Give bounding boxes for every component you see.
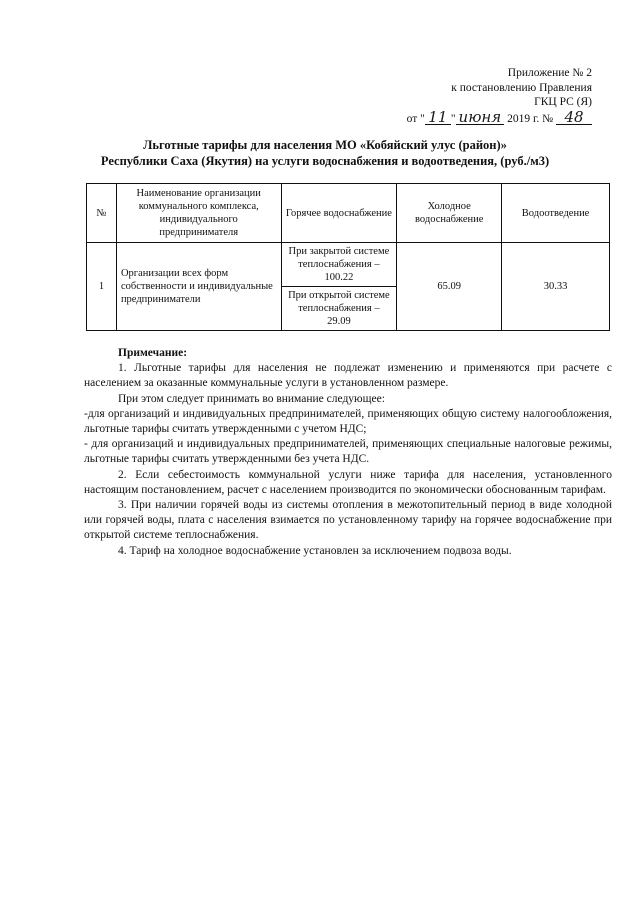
order-number-handwritten: 48	[556, 110, 592, 125]
header-organization: Наименование организации коммунального комплекса, индивидуального предпринимателя	[116, 184, 281, 243]
appendix-authority: ГКЦ РС (Я)	[534, 96, 592, 108]
appendix-header	[407, 66, 592, 126]
header-num: №	[87, 184, 117, 243]
cell-hot-closed: При закрытой системе теплоснабжения – 100.22	[281, 243, 397, 287]
note-paragraph: - для организаций и индивидуальных предпринимателей, применяющих специальные налоговые режимы, льготные тарифы считать утвержденными без учета НДС.	[84, 438, 612, 466]
title-line-1: Льготные тарифы для населения МО «Кобяйский улус (район)»	[143, 138, 507, 152]
table-row	[87, 243, 610, 287]
note-paragraph: При этом следует принимать во внимание следующее:	[118, 392, 385, 405]
notes-heading: Примечание:	[118, 347, 188, 359]
header-drainage: Водоотведение	[502, 184, 610, 243]
order-year: 2019 г. №	[504, 112, 554, 125]
order-quote: "	[450, 112, 456, 125]
cell-num: 1	[87, 243, 117, 331]
document-title	[40, 137, 610, 169]
tariff-table	[86, 183, 610, 331]
header-cold-water: Холодное водоснабжение	[397, 184, 502, 243]
note-paragraph: 4. Тариф на холодное водоснабжение установлен за исключением подвоза воды.	[118, 544, 512, 557]
order-date-line	[406, 107, 592, 127]
note-paragraph: -для организаций и индивидуальных предпринимателей, применяющих общую систему налогообложения, льготные тарифы считать утвержденными с учетом НДС;	[84, 407, 612, 436]
cell-hot-open: При открытой системе теплоснабжения – 29.09	[281, 287, 397, 331]
cell-cold-water: 65.09	[397, 243, 502, 331]
cell-organization: Организации всех форм собственности и индивидуальные предприниматели	[116, 243, 281, 331]
notes-section	[84, 346, 612, 559]
table-header-row	[87, 184, 610, 243]
appendix-number: Приложение № 2	[507, 67, 592, 79]
note-paragraph: 2. Если себестоимость коммунальной услуги ниже тарифа для населения, установленного настоящим постановлением, расчет с населением производится по экономически обоснованным тарифам.	[84, 468, 612, 496]
order-month-handwritten: июня	[456, 110, 505, 125]
appendix-resolution-ref: к постановлению Правления	[451, 81, 592, 94]
note-paragraph: 3. При наличии горячей воды из системы отопления в межотопительный период в виде холодной или горячей воды, плата с населения взимается по установленному тарифу на горячее водоснабжение при открытой системе теплоснабжения.	[84, 499, 612, 542]
order-day-handwritten: 11	[425, 110, 451, 125]
order-prefix: от "	[406, 112, 425, 125]
note-paragraph: 1. Льготные тарифы для населения не подлежат изменению и применяются при расчете с населением за оказанные коммунальные услуги в установленном размере.	[84, 362, 612, 390]
cell-drainage: 30.33	[502, 243, 610, 331]
title-line-2: Республики Саха (Якутия) на услуги водоснабжения и водоотведения, (руб./м3)	[100, 154, 550, 168]
header-hot-water: Горячее водоснабжение	[281, 184, 397, 243]
